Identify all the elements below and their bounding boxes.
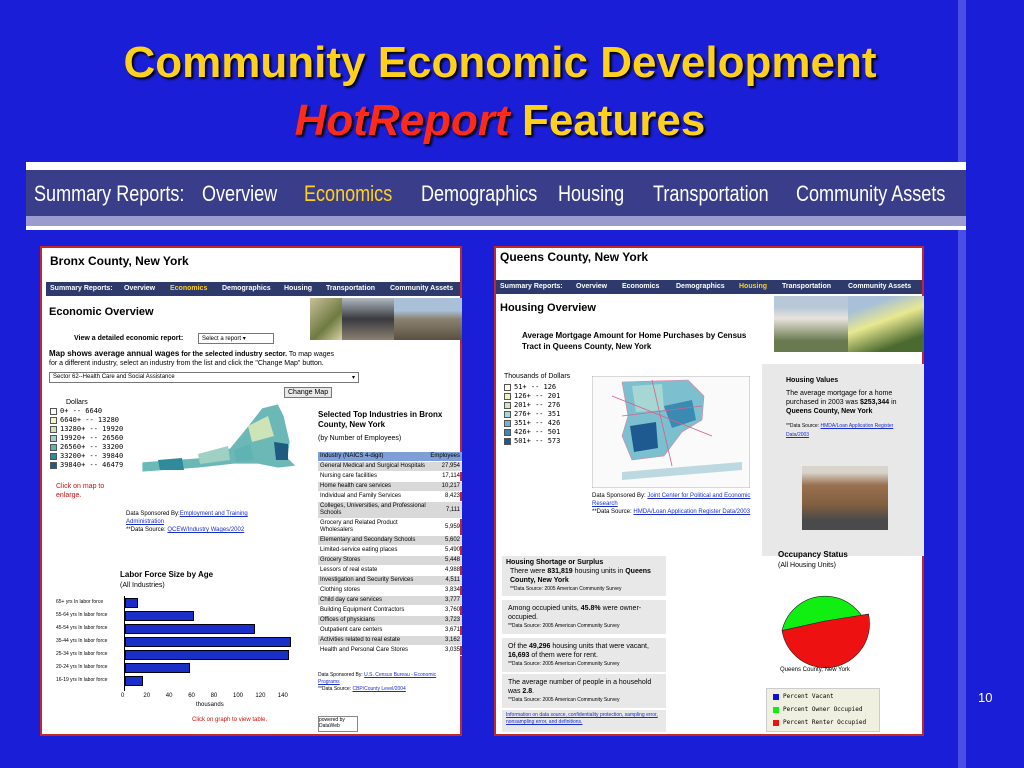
- employees-cell: 3,671: [428, 626, 462, 636]
- wage-legend-swatch: [50, 444, 57, 451]
- shortage-source: **Data Source: 2005 American Community Survey: [510, 586, 622, 592]
- household-text: The average number of people in a household was 2.8.: [508, 679, 652, 695]
- slide-title: Community Economic Development: [123, 38, 877, 87]
- labor-category-label: 20-24 yrs In labor force: [56, 664, 108, 670]
- map-instructions: for a different industry, select an industry from the list and click the "Change Map" button.: [49, 360, 324, 367]
- table-row: [318, 646, 462, 656]
- right-nav-demographics[interactable]: Demographics: [676, 283, 725, 290]
- industry-select[interactable]: Sector 62--Health Care and Social Assistance ▾: [49, 372, 359, 383]
- right-mini-nav: [496, 280, 922, 294]
- bronx-screenshot-panel: [40, 246, 462, 736]
- slide-subtitle: [0, 96, 1000, 146]
- report-select[interactable]: Select a report ▾: [198, 333, 274, 344]
- photo-rowhouses: [802, 466, 888, 530]
- employees-cell: 27,954: [428, 462, 462, 472]
- industry-cell: Colleges, Universities, and Professional Schools: [318, 502, 428, 519]
- shortage-box: [502, 556, 666, 596]
- household-box: [502, 674, 666, 708]
- employees-cell: 3,834: [428, 586, 462, 596]
- photo-worker: [342, 298, 394, 340]
- employees-cell: 4,511: [428, 576, 462, 586]
- employees-cell: 17,114: [428, 472, 462, 482]
- labor-bar[interactable]: [125, 598, 138, 608]
- wage-legend-item: [50, 452, 123, 461]
- mortgage-legend-swatch: [504, 393, 511, 400]
- industry-cell: Individual and Family Services: [318, 492, 428, 502]
- table-credits: Data Sponsored By: U.S. Census Bureau - Economic Programs **Data Source: CBP/County Level/2004: [318, 672, 437, 692]
- ny-state-map[interactable]: [138, 402, 300, 474]
- occupancy-pie[interactable]: [778, 574, 872, 668]
- labor-x-unit: thousands: [196, 702, 224, 708]
- wage-legend-swatch: [50, 408, 57, 415]
- industry-cell: Grocery Stores: [318, 556, 428, 566]
- industry-cell: Clothing stores: [318, 586, 428, 596]
- pie-legend-label: Percent Vacant: [783, 693, 834, 700]
- owner-text: Among occupied units, 45.8% were owner-occupied.: [508, 605, 642, 621]
- industry-cell: Child day care services: [318, 596, 428, 606]
- industry-cell: Elementary and Secondary Schools: [318, 536, 428, 546]
- labor-x-tick: 0: [121, 693, 125, 699]
- table-row: [318, 636, 462, 646]
- top-industries-table: [318, 452, 462, 656]
- wage-legend-label: 33200+ -- 39840: [60, 452, 124, 460]
- housing-overview-heading: Housing Overview: [500, 302, 596, 314]
- table-row: [318, 472, 462, 482]
- mortgage-legend-label: 351+ -- 426: [514, 419, 561, 427]
- nav-underline: [26, 216, 966, 226]
- industry-cell: Nursing care facilities: [318, 472, 428, 482]
- photo-house: [774, 296, 848, 352]
- photo-street: [848, 296, 924, 352]
- employees-cell: 5,448: [428, 556, 462, 566]
- industry-cell: Investigation and Security Services: [318, 576, 428, 586]
- industry-cell: Limited-service eating places: [318, 546, 428, 556]
- mortgage-legend-swatch: [504, 438, 511, 445]
- housing-values-title: Housing Values: [786, 377, 839, 384]
- mortgage-legend-swatch: [504, 402, 511, 409]
- queens-screenshot-panel: [494, 246, 924, 736]
- right-nav-housing[interactable]: Housing: [739, 283, 767, 290]
- industry-cell: Activities related to real estate: [318, 636, 428, 646]
- labor-x-tick: 20: [143, 693, 151, 699]
- industry-cell: Home health care services: [318, 482, 428, 492]
- table-row: [318, 576, 462, 586]
- nav-tab-economics[interactable]: Economics: [304, 181, 393, 206]
- labor-x-tick: 80: [210, 693, 218, 699]
- wage-legend-swatch: [50, 462, 57, 469]
- table-row: [318, 519, 462, 536]
- shortage-title: Housing Shortage or Surplus: [506, 559, 604, 566]
- table-row: [318, 556, 462, 566]
- wage-legend-swatch: [50, 426, 57, 433]
- vacant-box: [502, 638, 666, 672]
- map-enlarge-note: Click on map to enlarge.: [56, 483, 105, 499]
- wage-legend-label: 39840+ -- 46479: [60, 461, 124, 469]
- labor-bar[interactable]: [125, 663, 190, 673]
- wage-legend-item: [50, 461, 123, 470]
- mortgage-legend-title: Thousands of Dollars: [504, 373, 571, 380]
- queens-map[interactable]: [592, 376, 750, 488]
- left-nav-community-assets[interactable]: Community Assets: [390, 285, 454, 292]
- mortgage-legend-label: 276+ -- 351: [514, 410, 561, 418]
- wage-legend-label: 6640+ -- 13280: [60, 416, 120, 424]
- left-mini-nav: [46, 282, 460, 296]
- change-map-button[interactable]: Change Map: [284, 387, 332, 398]
- wage-legend-swatch: [50, 453, 57, 460]
- labor-category-label: 65+ yrs In labor force: [56, 599, 104, 605]
- employees-cell: 3,777: [428, 596, 462, 606]
- mortgage-legend-swatch: [504, 411, 511, 418]
- pie-legend: [766, 688, 880, 732]
- nav-tab-overview[interactable]: Overview: [202, 181, 278, 206]
- mortgage-legend-label: 126+ -- 201: [514, 392, 561, 400]
- mortgage-legend-item: [504, 410, 570, 419]
- table-row: [318, 616, 462, 626]
- labor-x-tick: 60: [188, 693, 195, 699]
- wage-legend-label: 0+ -- 6640: [60, 407, 103, 415]
- left-nav-overview[interactable]: Overview: [124, 285, 156, 292]
- labor-category-label: 35-44 yrs In labor force: [56, 638, 108, 644]
- pie-legend-item: [773, 719, 866, 726]
- labor-x-tick: 40: [165, 693, 173, 699]
- labor-bar[interactable]: [125, 624, 255, 634]
- pie-legend-label: Percent Owner Occupied: [783, 706, 863, 713]
- wage-legend-item: [50, 407, 123, 416]
- top-industries-title: Selected Top Industries in Bronx County, New York: [318, 410, 443, 429]
- table-row: [318, 596, 462, 606]
- labor-chart-title: Labor Force Size by Age: [120, 570, 214, 579]
- wage-legend-label: 26560+ -- 33200: [60, 443, 124, 451]
- left-nav-summary: Summary Reports:: [50, 285, 113, 292]
- owner-source: **Data Source: 2005 American Community Survey: [508, 623, 620, 629]
- wage-legend-item: [50, 416, 123, 425]
- labor-bar[interactable]: [125, 650, 289, 660]
- left-nav-demographics[interactable]: Demographics: [222, 285, 271, 292]
- labor-chart-subtitle: (All Industries): [120, 582, 165, 589]
- mortgage-legend-label: 426+ -- 501: [514, 428, 561, 436]
- employees-cell: 8,423: [428, 492, 462, 502]
- table-row: [318, 546, 462, 556]
- nav-tab-transportation[interactable]: Transportation: [653, 181, 769, 206]
- employees-col-header: Employees: [428, 452, 462, 462]
- mortgage-legend-item: [504, 428, 570, 437]
- map-description: Map shows average annual wages for the selected industry sector. To map wages: [49, 349, 335, 358]
- employees-cell: 3,162: [428, 636, 462, 646]
- labor-bar[interactable]: [125, 611, 194, 621]
- industry-cell: Lessors of real estate: [318, 566, 428, 576]
- pie-legend-swatch: [773, 694, 779, 700]
- economic-overview-heading: Economic Overview: [49, 306, 154, 318]
- employees-cell: 7,111: [428, 502, 462, 519]
- owner-box: [502, 600, 666, 634]
- mortgage-legend-item: [504, 401, 570, 410]
- info-link[interactable]: Information on data source, confidentiality protection, sampling error, nonsampling error, and definitions.: [506, 712, 658, 725]
- pie-legend-item: [773, 706, 862, 713]
- pie-legend-swatch: [773, 720, 779, 726]
- mortgage-legend-item: [504, 437, 570, 446]
- industry-cell: Health and Personal Care Stores: [318, 646, 428, 656]
- mortgage-legend-swatch: [504, 429, 511, 436]
- nav-tab-community-assets[interactable]: Community Assets: [796, 181, 946, 206]
- labor-category-label: 25-34 yrs In labor force: [56, 651, 108, 657]
- photo-industry: [394, 298, 462, 340]
- household-source: **Data Source: 2005 American Community Survey: [508, 697, 620, 703]
- table-row: [318, 626, 462, 636]
- housing-values-source: **Data Source: HMDA/Loan Application Register Data/2003: [786, 423, 894, 438]
- page-number: 10: [978, 690, 993, 705]
- table-row: [318, 462, 462, 472]
- industry-col-header: Industry (NAICS 4-digit): [318, 452, 428, 462]
- labor-category-label: 45-54 yrs In labor force: [56, 625, 108, 631]
- wage-legend: [50, 398, 123, 470]
- industry-cell: Offices of physicians: [318, 616, 428, 626]
- wage-legend-item: [50, 425, 123, 434]
- pie-legend-label: Percent Renter Occupied: [783, 719, 867, 726]
- industry-cell: Outpatient care centers: [318, 626, 428, 636]
- employees-cell: 3,035: [428, 646, 462, 656]
- map-data-credits: Data Sponsored By:Employment and Training Administration **Data Source: QCEW/Industry Wages/2002: [126, 511, 248, 533]
- wage-legend-label: 13280+ -- 19920: [60, 425, 124, 433]
- vacant-text: Of the 49,296 housing units that were vacant, 16,693 of them were for rent.: [508, 643, 649, 659]
- wage-legend-item: [50, 434, 123, 443]
- table-row: [318, 566, 462, 576]
- mortgage-legend-label: 201+ -- 276: [514, 401, 561, 409]
- occupancy-title: Occupancy Status: [778, 550, 848, 559]
- dataweb-logo: powered by DataWeb: [318, 716, 358, 732]
- table-row: [318, 586, 462, 596]
- vacant-source: **Data Source: 2005 American Community Survey: [508, 661, 620, 667]
- table-row: [318, 482, 462, 492]
- employees-cell: 5,959: [428, 519, 462, 536]
- mortgage-legend-item: [504, 383, 570, 392]
- left-county-title: Bronx County, New York: [50, 254, 189, 268]
- info-link-box: [502, 710, 666, 732]
- housing-values-text: The average mortgage for a home purchased in 2003 was $253,344 in Queens County, New York: [786, 390, 897, 415]
- photo-money: [310, 298, 342, 340]
- industry-cell: Building Equipment Contractors: [318, 606, 428, 616]
- wage-legend-swatch: [50, 435, 57, 442]
- pie-legend-swatch: [773, 707, 779, 713]
- employees-cell: 5,602: [428, 536, 462, 546]
- employees-cell: 3,760: [428, 606, 462, 616]
- labor-bar[interactable]: [125, 637, 291, 647]
- nav-tab-demographics[interactable]: Demographics: [421, 181, 538, 206]
- right-nav-summary: Summary Reports:: [500, 283, 563, 290]
- shortage-text: There were 831,819 housing units in Queens County, New York: [510, 568, 651, 584]
- labor-category-label: 16-19 yrs In labor force: [56, 677, 108, 683]
- right-county-title: Queens County, New York: [500, 250, 649, 264]
- industry-cell: Grocery and Related Product Wholesalers: [318, 519, 428, 536]
- mortgage-legend-label: 501+ -- 573: [514, 437, 561, 445]
- right-nav-community-assets[interactable]: Community Assets: [848, 283, 912, 290]
- left-nav-economics[interactable]: Economics: [170, 285, 208, 292]
- mortgage-legend-item: [504, 392, 570, 401]
- right-nav-economics[interactable]: Economics: [622, 283, 660, 290]
- table-row: [318, 492, 462, 502]
- industry-cell: General Medical and Surgical Hospitals: [318, 462, 428, 472]
- graph-view-note: Click on graph to view table.: [192, 717, 268, 723]
- employees-cell: 4,988: [428, 566, 462, 576]
- table-row: [318, 606, 462, 616]
- labor-category-label: 55-64 yrs In labor force: [56, 612, 108, 618]
- employees-cell: 5,490: [428, 546, 462, 556]
- mortgage-legend-item: [504, 419, 570, 428]
- mortgage-legend: [504, 372, 570, 446]
- labor-bar[interactable]: [125, 676, 143, 686]
- mortgage-legend-swatch: [504, 420, 511, 427]
- table-row: [318, 502, 462, 519]
- top-industries-subtitle: (by Number of Employees): [318, 435, 402, 442]
- employees-cell: 10,217: [428, 482, 462, 492]
- wage-legend-label: 19920+ -- 26560: [60, 434, 124, 442]
- wage-legend-title: Dollars: [66, 399, 88, 406]
- features-word: Features: [521, 96, 706, 145]
- pie-county-label: Queens County, New York: [780, 667, 850, 673]
- labor-x-tick: 120: [255, 693, 266, 699]
- nav-tab-housing[interactable]: Housing: [558, 181, 625, 206]
- mortgage-map-title: Average Mortgage Amount for Home Purchases by Census Tract in Queens County, New York: [522, 331, 747, 351]
- wage-legend-item: [50, 443, 123, 452]
- mortgage-legend-label: 51+ -- 126: [514, 383, 557, 391]
- occupancy-subtitle: (All Housing Units): [778, 562, 836, 569]
- left-nav-transportation[interactable]: Transportation: [326, 285, 376, 292]
- left-nav-housing[interactable]: Housing: [284, 285, 312, 292]
- labor-x-tick: 100: [233, 693, 244, 699]
- table-row: [318, 536, 462, 546]
- pie-legend-item: [773, 693, 834, 700]
- mortgage-legend-swatch: [504, 384, 511, 391]
- hotreport-word: HotReport: [294, 96, 510, 145]
- employees-cell: 3,723: [428, 616, 462, 626]
- nav-label-summary: Summary Reports:: [34, 181, 185, 206]
- labor-x-tick: 140: [277, 693, 288, 699]
- view-report-label: View a detailed economic report:: [74, 335, 184, 342]
- right-nav-overview[interactable]: Overview: [576, 283, 608, 290]
- right-nav-transportation[interactable]: Transportation: [782, 283, 832, 290]
- wage-legend-swatch: [50, 417, 57, 424]
- summary-nav-bar: [26, 170, 966, 216]
- mortgage-credits: Data Sponsored By: Joint Center for Political and Economic Research **Data Source: HMDA/Loan Application Register Data/2003: [592, 493, 751, 515]
